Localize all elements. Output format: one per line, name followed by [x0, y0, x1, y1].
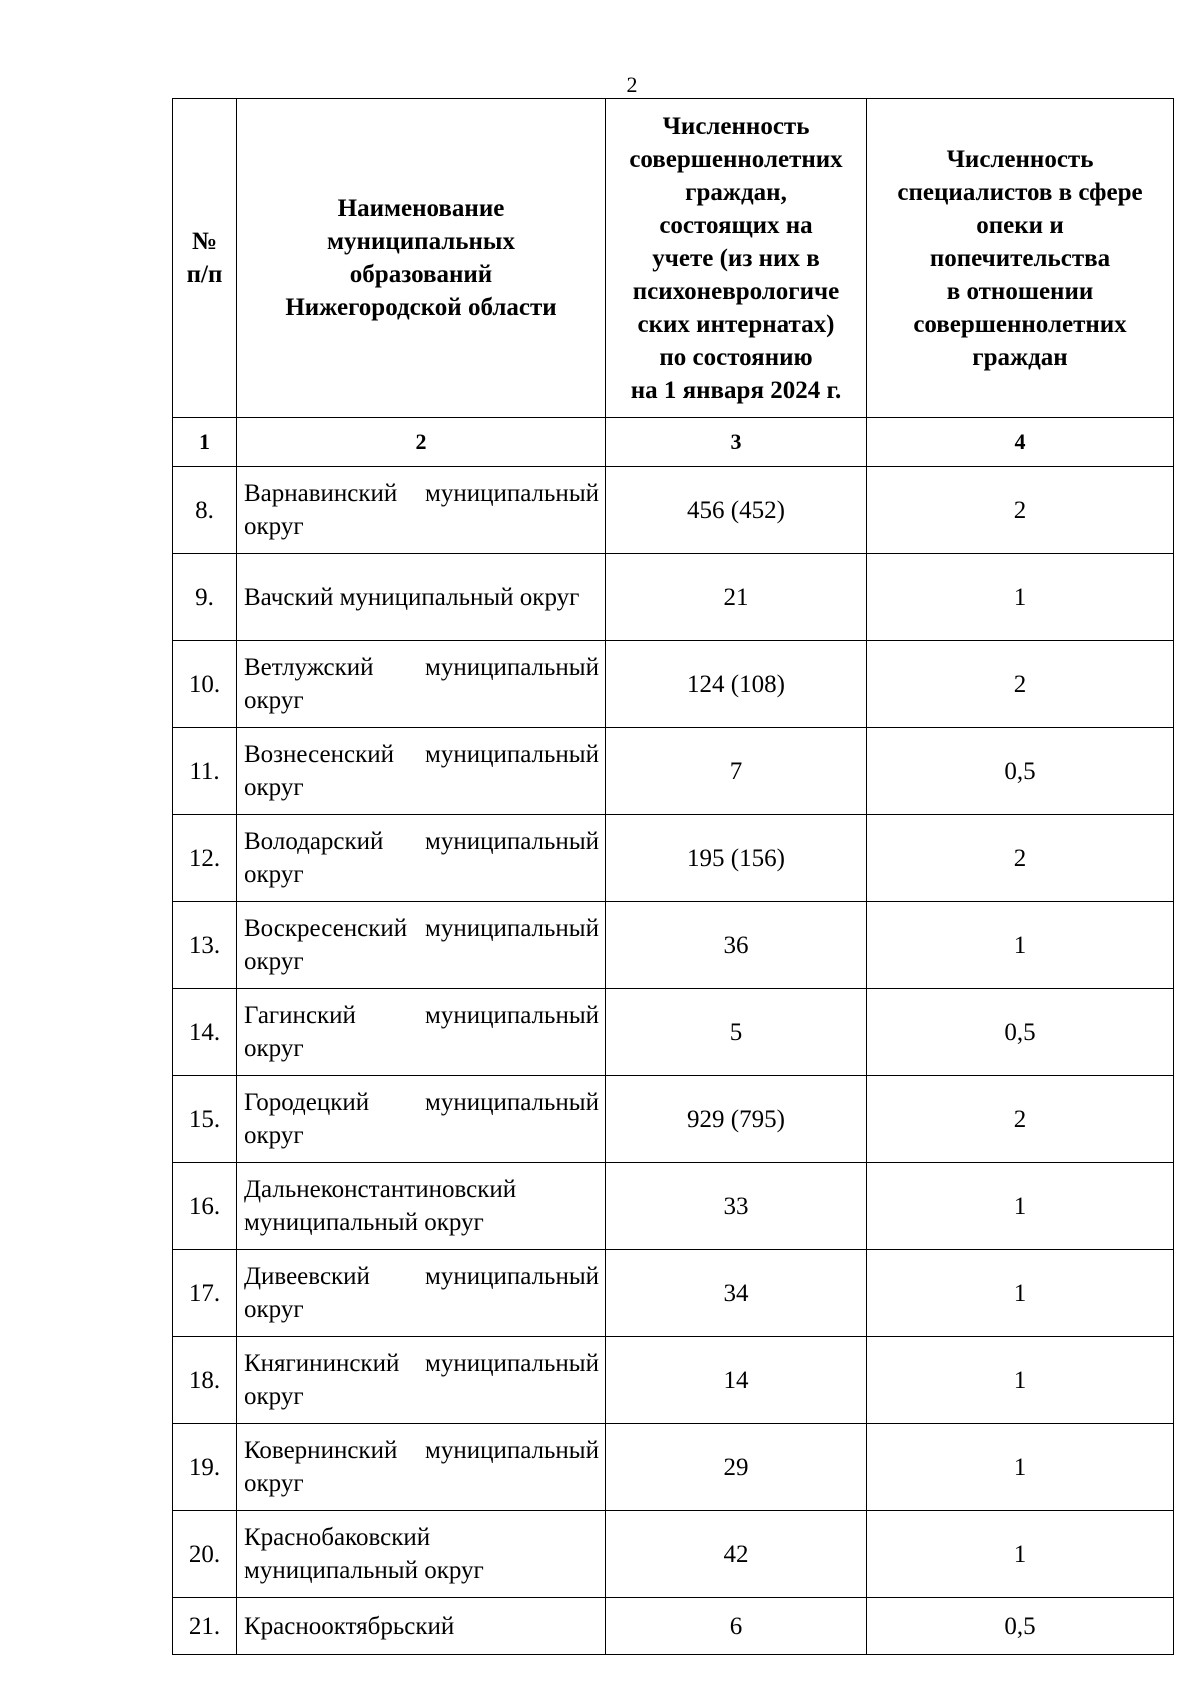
row-number: 8.	[173, 467, 237, 554]
page-number: 2	[626, 72, 638, 97]
column-number: 1	[173, 418, 237, 467]
citizens-count: 5	[606, 989, 867, 1076]
municipality-name: Дивеевский муниципальный округ	[237, 1250, 606, 1337]
municipality-name: Краснооктябрьский	[237, 1598, 606, 1655]
row-number: 11.	[173, 728, 237, 815]
citizens-count: 36	[606, 902, 867, 989]
table-row	[173, 815, 1174, 902]
row-number: 18.	[173, 1337, 237, 1424]
municipality-name: Княгининский муниципальный округ	[237, 1337, 606, 1424]
specialists-count: 1	[867, 1163, 1174, 1250]
table-row	[173, 1163, 1174, 1250]
table-row	[173, 1511, 1174, 1598]
table-row	[173, 902, 1174, 989]
municipality-name: Воскресенский муниципальный округ	[237, 902, 606, 989]
specialists-count: 2	[867, 641, 1174, 728]
citizens-count: 929 (795)	[606, 1076, 867, 1163]
specialists-count: 0,5	[867, 728, 1174, 815]
citizens-count: 29	[606, 1424, 867, 1511]
table-row	[173, 1076, 1174, 1163]
row-number: 20.	[173, 1511, 237, 1598]
citizens-count: 6	[606, 1598, 867, 1655]
row-number: 15.	[173, 1076, 237, 1163]
table-row	[173, 1250, 1174, 1337]
municipality-name: Ковернинский муниципальный округ	[237, 1424, 606, 1511]
citizens-count: 21	[606, 554, 867, 641]
specialists-count: 0,5	[867, 1598, 1174, 1655]
table-row	[173, 1337, 1174, 1424]
specialists-count: 1	[867, 1424, 1174, 1511]
row-number: 17.	[173, 1250, 237, 1337]
municipality-name: Краснобаковский муниципальный округ	[237, 1511, 606, 1598]
specialists-count: 1	[867, 1337, 1174, 1424]
municipality-name: Городецкий муниципальный округ	[237, 1076, 606, 1163]
citizens-count: 124 (108)	[606, 641, 867, 728]
specialists-count: 2	[867, 815, 1174, 902]
table-row	[173, 1598, 1174, 1655]
row-number: 21.	[173, 1598, 237, 1655]
header-specialists-count: Численность специалистов в сфере опеки и попечительства в отношении совершеннолетних граждан	[867, 99, 1174, 418]
table-row	[173, 554, 1174, 641]
row-number: 16.	[173, 1163, 237, 1250]
table-row	[173, 641, 1174, 728]
row-number: 14.	[173, 989, 237, 1076]
municipality-name: Гагинский муниципальный округ	[237, 989, 606, 1076]
citizens-count: 34	[606, 1250, 867, 1337]
municipality-name: Володарский муниципальный округ	[237, 815, 606, 902]
municipal-table	[172, 98, 1174, 1655]
citizens-count: 14	[606, 1337, 867, 1424]
table-row	[173, 1424, 1174, 1511]
table-body	[173, 467, 1174, 1655]
specialists-count: 1	[867, 902, 1174, 989]
row-number: 12.	[173, 815, 237, 902]
row-number: 10.	[173, 641, 237, 728]
column-number: 2	[237, 418, 606, 467]
specialists-count: 1	[867, 554, 1174, 641]
citizens-count: 7	[606, 728, 867, 815]
specialists-count: 0,5	[867, 989, 1174, 1076]
header-number: № п/п	[173, 99, 237, 418]
municipality-name: Вачский муниципальный округ	[237, 554, 606, 641]
table-row	[173, 728, 1174, 815]
column-numbers-row	[173, 418, 1174, 467]
citizens-count: 195 (156)	[606, 815, 867, 902]
header-citizens-count: Численность совершеннолетних граждан, состоящих на учете (из них в психоневрологиче ских интернатах) по состоянию на 1 января 2024 г.	[606, 99, 867, 418]
municipality-name: Ветлужский муниципальный округ	[237, 641, 606, 728]
column-number: 3	[606, 418, 867, 467]
municipality-name: Варнавинский муниципальный округ	[237, 467, 606, 554]
header-municipality: Наименование муниципальных образований Нижегородской области	[237, 99, 606, 418]
citizens-count: 33	[606, 1163, 867, 1250]
citizens-count: 42	[606, 1511, 867, 1598]
specialists-count: 2	[867, 1076, 1174, 1163]
specialists-count: 2	[867, 467, 1174, 554]
table-row	[173, 989, 1174, 1076]
header-row	[173, 99, 1174, 418]
table-row	[173, 467, 1174, 554]
column-number: 4	[867, 418, 1174, 467]
municipality-name: Дальнеконстантиновский муниципальный округ	[237, 1163, 606, 1250]
specialists-count: 1	[867, 1511, 1174, 1598]
citizens-count: 456 (452)	[606, 467, 867, 554]
row-number: 9.	[173, 554, 237, 641]
row-number: 13.	[173, 902, 237, 989]
municipality-name: Вознесенский муниципальный округ	[237, 728, 606, 815]
row-number: 19.	[173, 1424, 237, 1511]
specialists-count: 1	[867, 1250, 1174, 1337]
